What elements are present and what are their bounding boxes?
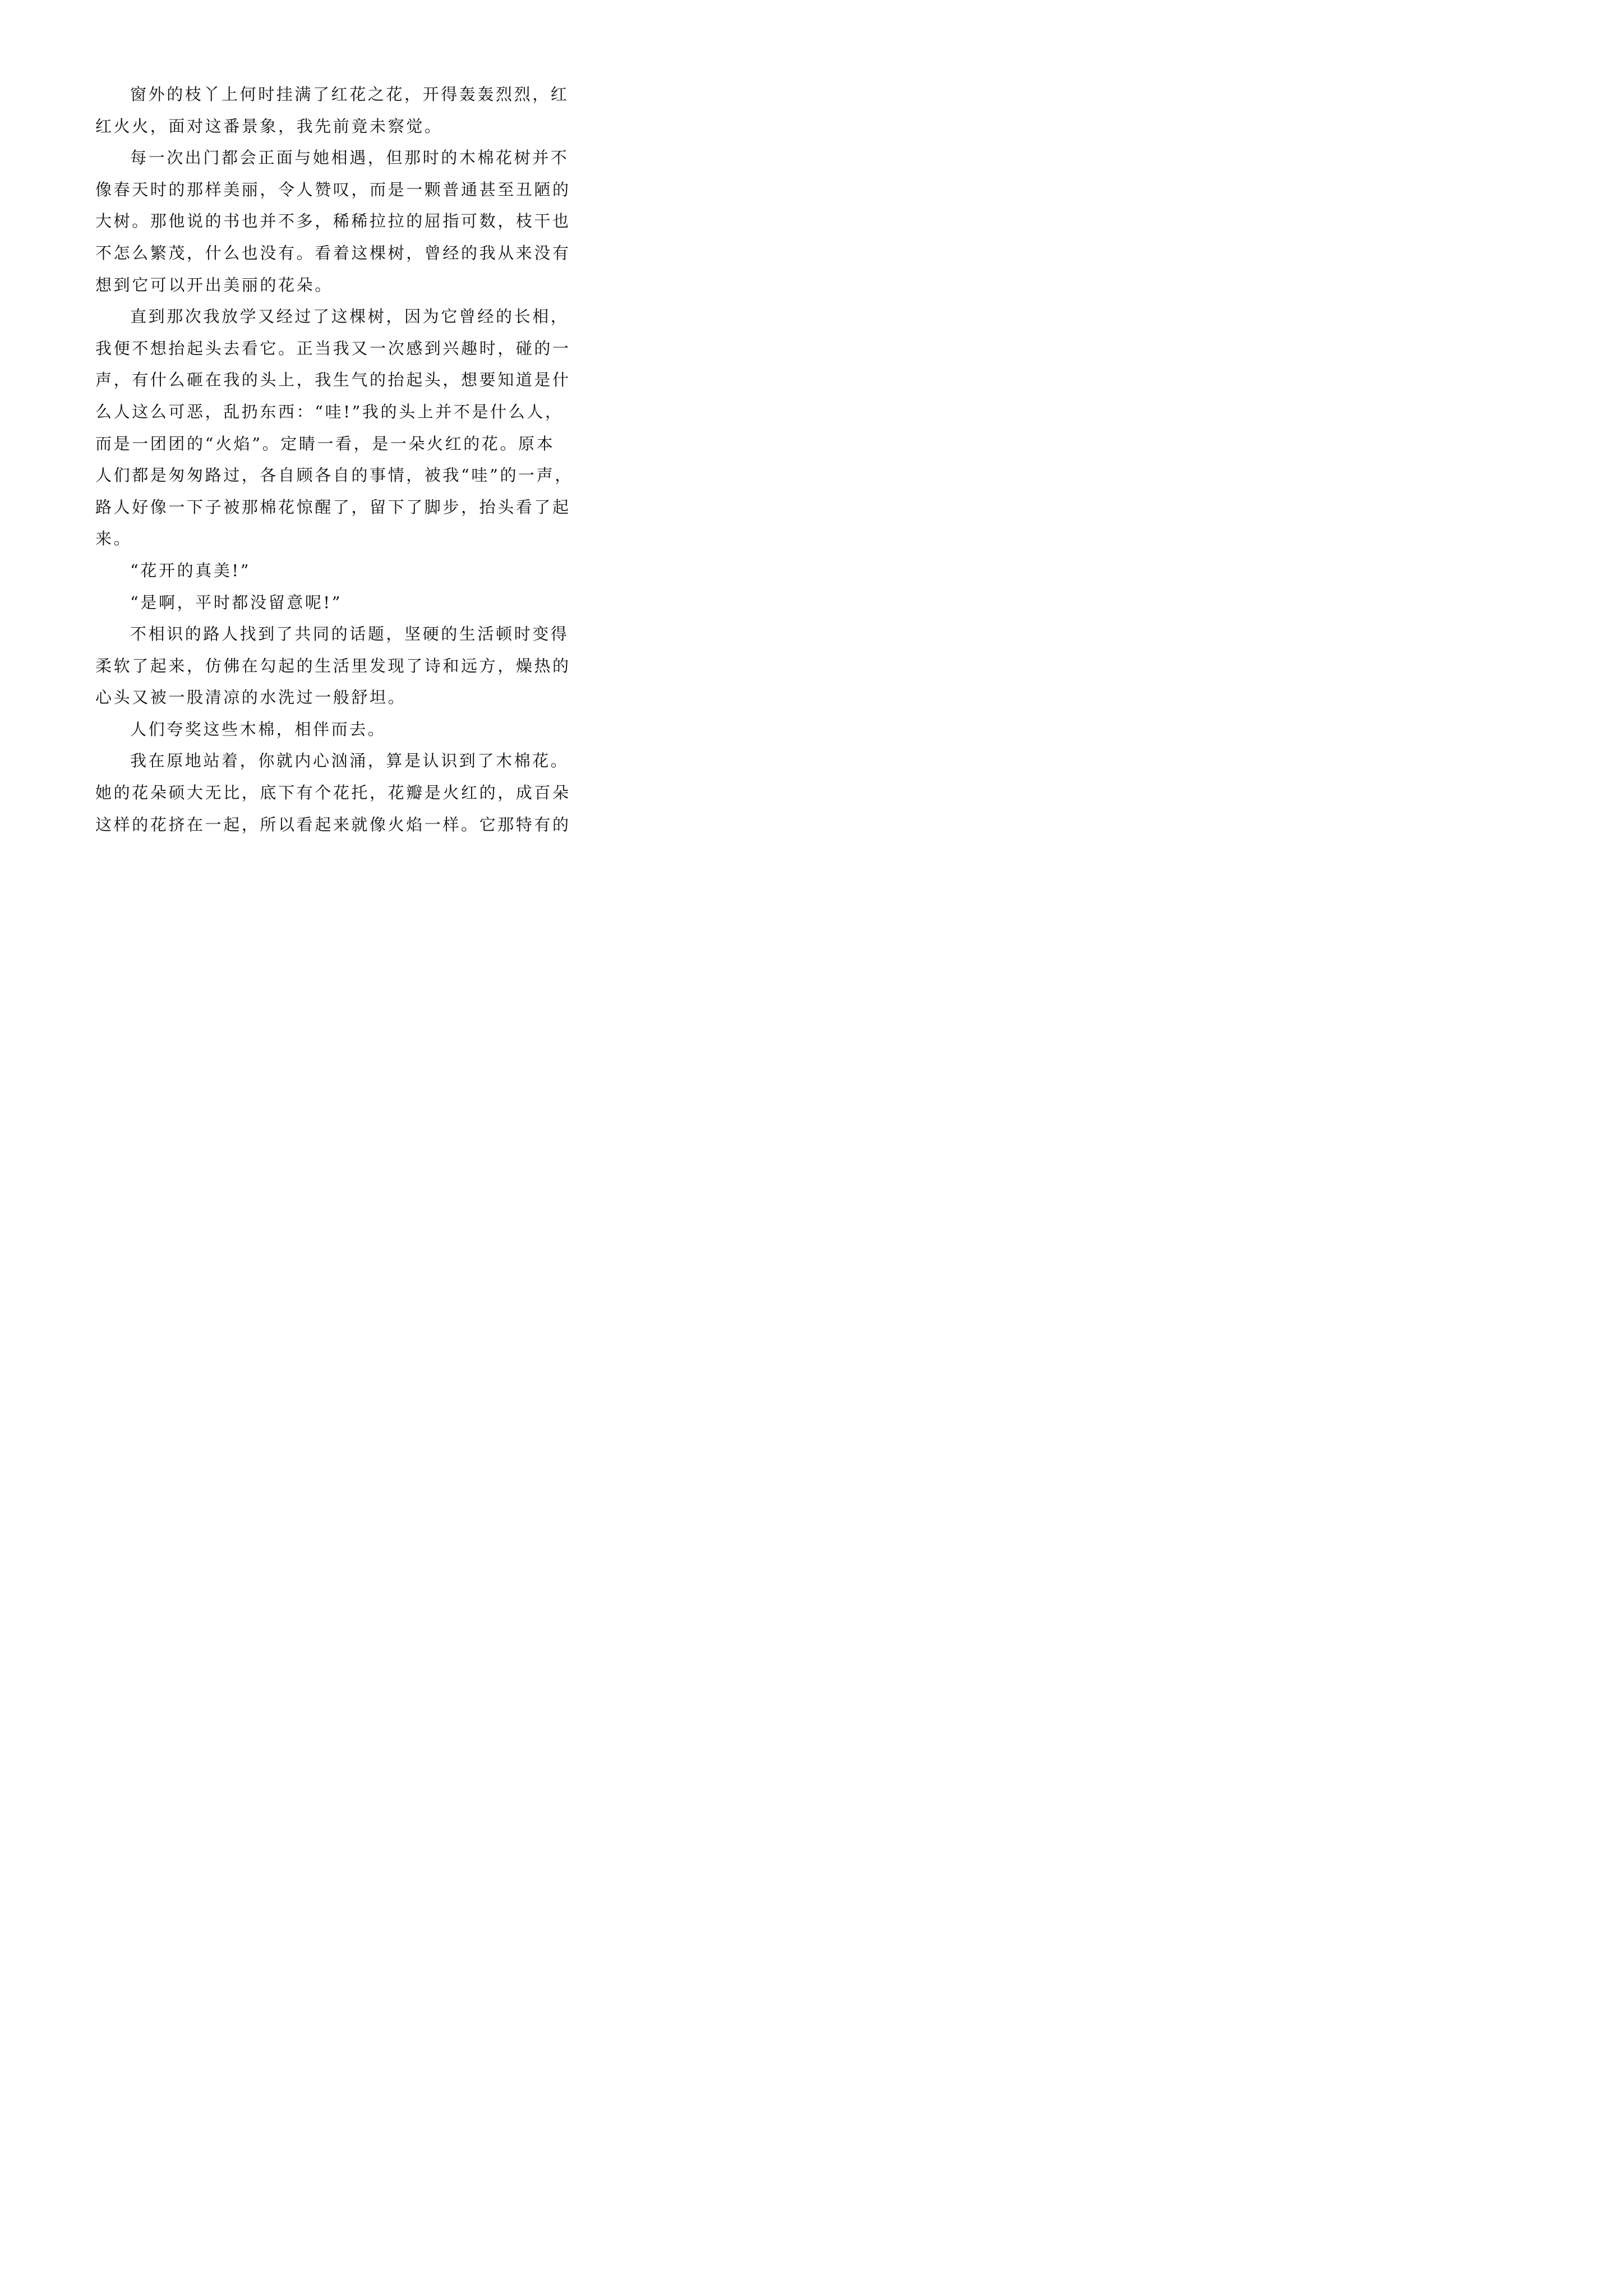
- text-line: 柔软了起来，仿佛在勾起的生活里发现了诗和远方，燥热的: [95, 656, 571, 675]
- text-line: 直到那次我放学又经过了这棵树，因为它曾经的长相，: [130, 307, 569, 326]
- text-line: 我在原地站着，你就内心汹涌，算是认识到了木棉花。: [130, 751, 569, 771]
- text-line: 不怎么繁茂，什么也没有。看着这棵树，曾经的我从来没有: [95, 243, 571, 263]
- text-line: “花开的真美!”: [130, 560, 251, 580]
- text-line: “是啊，平时都没留意呢!”: [130, 592, 343, 612]
- text-line: 红火火，面对这番景象，我先前竟未察觉。: [95, 116, 443, 136]
- text-line: 心头又被一股清凉的水洗过一般舒坦。: [95, 688, 407, 707]
- text-line: 这样的花挤在一起，所以看起来就像火焰一样。它那特有的: [95, 815, 571, 834]
- text-line: 每一次出门都会正面与她相遇，但那时的木棉花树并不: [130, 148, 569, 168]
- text-line: 想到它可以开出美丽的花朵。: [95, 275, 333, 295]
- text-line: 声，有什么砸在我的头上，我生气的抬起头，想要知道是什: [95, 370, 571, 390]
- text-line: 我便不想抬起头去看它。正当我又一次感到兴趣时，碰的一: [95, 338, 571, 358]
- text-line: 像春天时的那样美丽，令人赞叹，而是一颗普通甚至丑陋的: [95, 180, 571, 199]
- text-line: 人们夸奖这些木棉，相伴而去。: [130, 719, 386, 739]
- text-line: 而是一团团的“火焰”。定睛一看，是一朵火红的花。原本: [95, 434, 555, 453]
- essay-body: [95, 79, 573, 840]
- document-page: [0, 0, 617, 872]
- text-line: 人们都是匆匆路过，各自顾各自的事情，被我“哇”的一声，: [95, 466, 573, 485]
- text-line: 么人这么可恶，乱扔东西：“哇!”我的头上并不是什么人，: [95, 402, 564, 421]
- text-line: 路人好像一下子被那棉花惊醒了，留下了脚步，抬头看了起: [95, 497, 571, 517]
- text-line: 她的花朵硕大无比，底下有个花托，花瓣是火红的，成百朵: [95, 783, 571, 803]
- text-line: 不相识的路人找到了共同的话题，坚硬的生活顿时变得: [130, 624, 569, 644]
- text-line: 大树。那他说的书也并不多，稀稀拉拉的屈指可数，枝干也: [95, 211, 571, 231]
- text-line: 来。: [95, 529, 132, 549]
- text-line: 窗外的枝丫上何时挂满了红花之花，开得轰轰烈烈，红: [130, 85, 569, 104]
